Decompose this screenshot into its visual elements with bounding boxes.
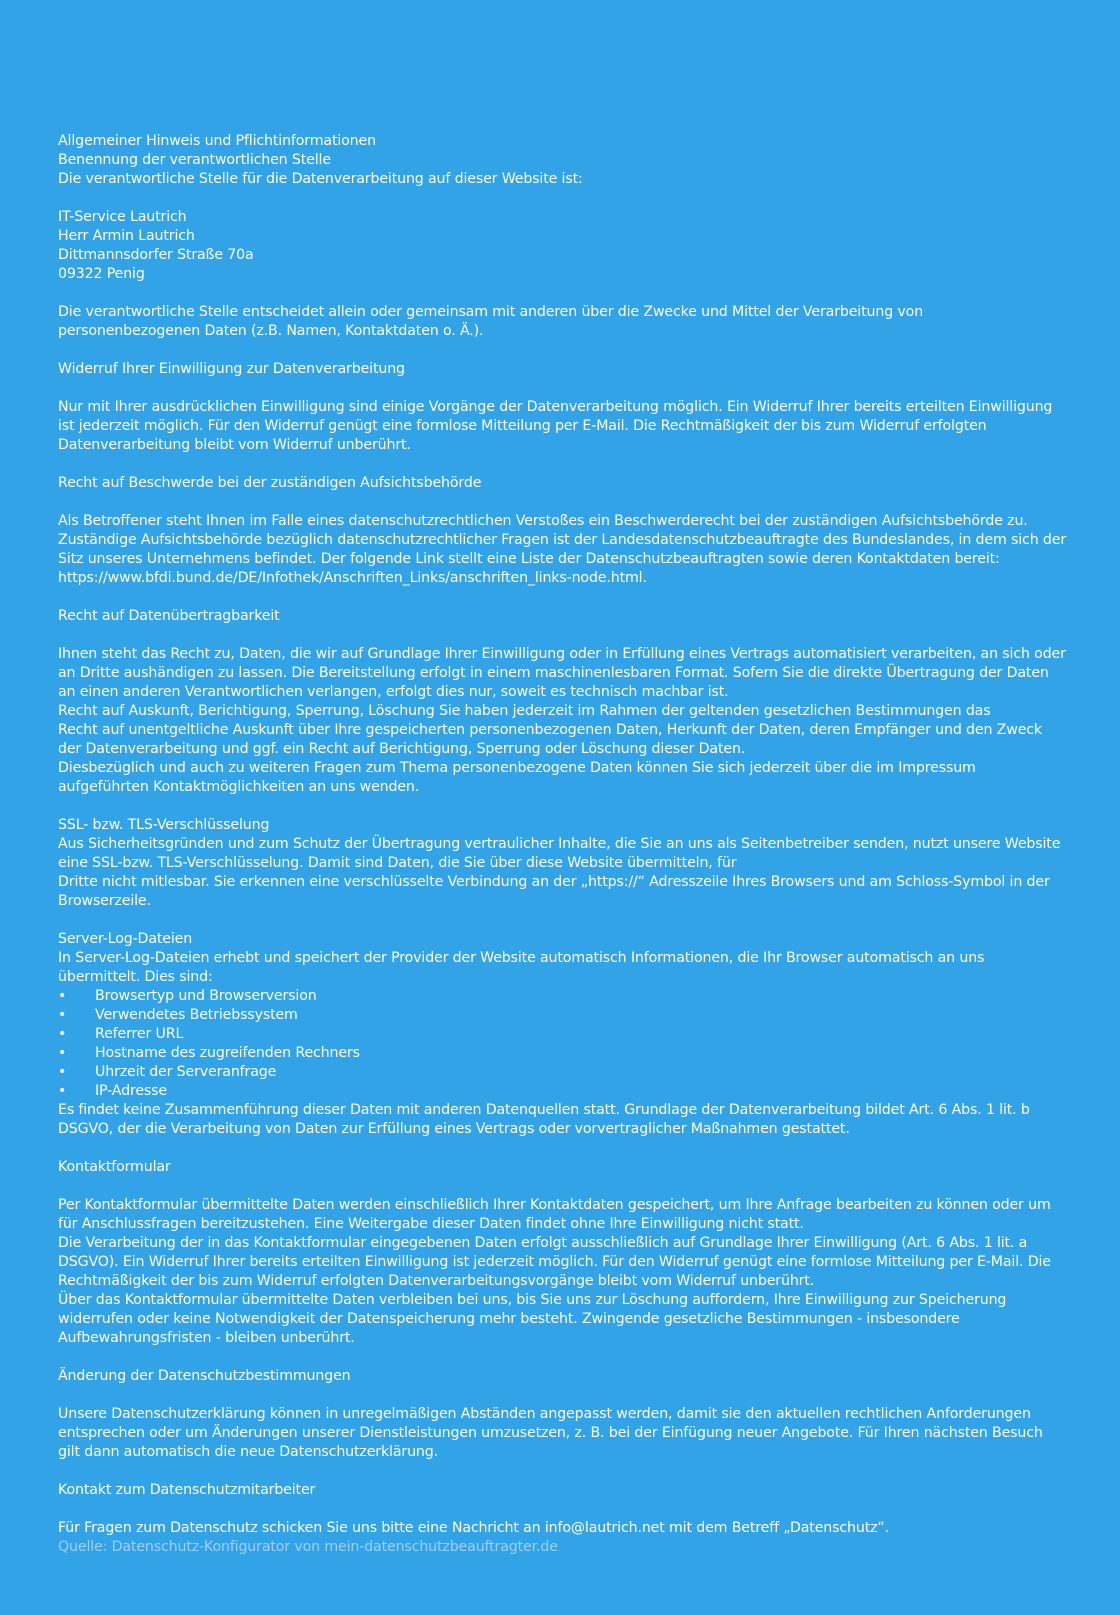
responsible-heading: Benennung der verantwortlichen Stelle [58, 152, 331, 168]
address-company: IT-Service Lautrich [58, 209, 187, 225]
list-item-label: Uhrzeit der Serveranfrage [95, 1064, 277, 1080]
dpo-heading: Kontakt zum Datenschutzmitarbeiter [58, 1482, 316, 1498]
spacer [58, 341, 1068, 360]
list-item [58, 1082, 1068, 1101]
complaint-heading: Recht auf Beschwerde bei der zuständigen Aufsichtsbehörde [58, 475, 482, 491]
spacer [58, 1177, 1068, 1196]
revocation-heading: Widerruf Ihrer Einwilligung zur Datenverarbeitung [58, 361, 405, 377]
dpo-text: Für Fragen zum Datenschutz schicken Sie uns bitte eine Nachricht an info@lautrich.net mit dem Betreff „Datenschutz“. [58, 1520, 889, 1536]
spacer [58, 1139, 1068, 1158]
list-item [58, 1006, 1068, 1025]
ssl-text-2: Dritte nicht mitlesbar. Sie erkennen eine verschlüsselte Verbindung an der „https://“ Adresszeile Ihres Browsers und am Schloss-Symbol in der Browserzeile. [58, 874, 1050, 909]
spacer [58, 1348, 1068, 1367]
bullet-icon: • [58, 1083, 67, 1099]
responsible-text: Die verantwortliche Stelle entscheidet allein oder gemeinsam mit anderen über die Zwecke und Mittel der Verarbeitung von personenbezogenen Daten (z.B. Namen, Kontaktdaten o. Ä.). [58, 304, 924, 339]
address-city: 09322 Penig [58, 266, 145, 282]
address-street: Dittmannsdorfer Straße 70a [58, 247, 254, 263]
complaint-link[interactable]: https://www.bfdi.bund.de/DE/Infothek/Anschriften_Links/anschriften_links-node.html. [58, 570, 647, 586]
logs-heading: Server-Log-Dateien [58, 931, 193, 947]
bullet-icon: • [58, 1026, 67, 1042]
address-block [58, 208, 1068, 284]
spacer [58, 189, 1068, 208]
address-person: Herr Armin Lautrich [58, 228, 195, 244]
contact-form-heading: Kontaktformular [58, 1159, 171, 1175]
list-item-label: Verwendetes Betriebssystem [95, 1007, 298, 1023]
spacer [58, 626, 1068, 645]
list-item-label: IP-Adresse [95, 1083, 167, 1099]
list-item [58, 987, 1068, 1006]
list-item-label: Hostname des zugreifenden Rechners [95, 1045, 360, 1061]
privacy-policy [58, 132, 1068, 1557]
list-item-label: Referrer URL [95, 1026, 184, 1042]
spacer [58, 284, 1068, 303]
revocation-text: Nur mit Ihrer ausdrücklichen Einwilligung sind einige Vorgänge der Datenverarbeitung möglich. Ein Widerruf Ihrer bereits erteilten Einwilligung ist jederzeit möglich. Für den Widerruf genügt eine formlose Mitteilung per E-Mail. Die Rechtmäßigkeit der bis zum Widerruf erfolgten Datenverarbeitung bleibt vom Widerruf unberührt. [58, 399, 1053, 453]
spacer [58, 455, 1068, 474]
bullet-icon: • [58, 1007, 67, 1023]
ssl-text: Aus Sicherheitsgründen und zum Schutz der Übertragung vertraulicher Inhalte, die Sie an uns als Seitenbetreiber senden, nutzt unsere Website eine SSL-bzw. TLS-Verschlüsselung. Damit sind Daten, die Sie über diese Website übermitteln, für [58, 836, 1061, 871]
list-item [58, 1063, 1068, 1082]
spacer [58, 911, 1068, 930]
complaint-text: Als Betroffener steht Ihnen im Falle eines datenschutzrechtlichen Verstoßes ein Beschwerderecht bei der zuständigen Aufsichtsbehörde zu. Zuständige Aufsichtsbehörde bezüglich datenschutzrechtlicher Fragen ist der Landesdatenschutzbeauftragte des Bundeslandes, in dem sich der Sitz unseres Unternehmens befindet. Der folgende Link stellt eine Liste der Datenschutzbeauftragten sowie deren Kontaktdaten bereit: [58, 513, 1067, 567]
ssl-heading: SSL- bzw. TLS-Verschlüsselung [58, 817, 270, 833]
list-item [58, 1044, 1068, 1063]
responsible-intro: Die verantwortliche Stelle für die Datenverarbeitung auf dieser Website ist: [58, 171, 583, 187]
general-heading: Allgemeiner Hinweis und Pflichtinformationen [58, 133, 376, 149]
info-rights-line: Recht auf Auskunft, Berichtigung, Sperrung, Löschung Sie haben jederzeit im Rahmen der geltenden gesetzlichen Bestimmungen das [58, 703, 991, 719]
info-rights-text: Recht auf unentgeltliche Auskunft über Ihre gespeicherten personenbezogenen Daten, Herkunft der Daten, deren Empfänger und den Zweck der Datenverarbeitung und ggf. ein Recht auf Berichtigung, Sperrung oder Löschung dieser Daten. [58, 722, 1042, 757]
list-item-label: Browsertyp und Browserversion [95, 988, 317, 1004]
spacer [58, 1462, 1068, 1481]
bullet-icon: • [58, 1064, 67, 1080]
logs-outro: Es findet keine Zusammenführung dieser Daten mit anderen Datenquellen statt. Grundlage der Datenverarbeitung bildet Art. 6 Abs. 1 lit. b DSGVO, der die Verarbeitung von Daten zur Erfüllung eines Vertrags oder vorvertraglicher Maßnahmen gestattet. [58, 1102, 1030, 1137]
spacer [58, 588, 1068, 607]
spacer [58, 797, 1068, 816]
bullet-icon: • [58, 1045, 67, 1061]
list-item [58, 1025, 1068, 1044]
log-items-list [58, 987, 1068, 1101]
contact-form-text-2: Die Verarbeitung der in das Kontaktformular eingegebenen Daten erfolgt ausschließlich auf Grundlage Ihrer Einwilligung (Art. 6 Abs. 1 lit. a DSGVO). Ein Widerruf Ihrer bereits erteilten Einwilligung ist jederzeit möglich. Für den Widerruf genügt eine formlose Mitteilung per E-Mail. Die Rechtmäßigkeit der bis zum Widerruf erfolgten Datenverarbeitungsvorgänge bleibt vom Widerruf unberührt. [58, 1235, 1051, 1289]
portability-text: Ihnen steht das Recht zu, Daten, die wir auf Grundlage Ihrer Einwilligung oder in Erfüllung eines Vertrags automatisiert verarbeiten, an sich oder an Dritte aushändigen zu lassen. Die Bereitstellung erfolgt in einem maschinenlesbaren Format. Sofern Sie die direkte Übertragung der Daten an einen anderen Verantwortlichen verlangen, erfolgt dies nur, soweit es technisch machbar ist. [58, 646, 1066, 700]
spacer [58, 1500, 1068, 1519]
contact-form-text-3: Über das Kontaktformular übermittelte Daten verbleiben bei uns, bis Sie uns zur Löschung auffordern, Ihre Einwilligung zur Speicherung widerrufen oder keine Notwendigkeit der Datenspeicherung mehr besteht. Zwingende gesetzliche Bestimmungen - insbesondere Aufbewahrungsfristen - bleiben unberührt. [58, 1292, 1007, 1346]
changes-text: Unsere Datenschutzerklärung können in unregelmäßigen Abständen angepasst werden, damit sie den aktuellen rechtlichen Anforderungen entsprechen oder um Änderungen unserer Dienstleistungen umzusetzen, z. B. bei der Einfügung neuer Angebote. Für Ihren nächsten Besuch gilt dann automatisch die neue Datenschutzerklärung. [58, 1406, 1043, 1460]
contact-hint-text: Diesbezüglich und auch zu weiteren Fragen zum Thema personenbezogene Daten können Sie sich jederzeit über die im Impressum aufgeführten Kontaktmöglichkeiten an uns wenden. [58, 760, 976, 795]
changes-heading: Änderung der Datenschutzbestimmungen [58, 1368, 351, 1384]
logs-intro: In Server-Log-Dateien erhebt und speichert der Provider der Website automatisch Informationen, die Ihr Browser automatisch an uns übermittelt. Dies sind: [58, 950, 985, 985]
spacer [58, 493, 1068, 512]
source-link[interactable]: Quelle: Datenschutz-Konfigurator von mein-datenschutzbeauftragter.de [58, 1539, 558, 1555]
portability-heading: Recht auf Datenübertragbarkeit [58, 608, 280, 624]
spacer [58, 379, 1068, 398]
bullet-icon: • [58, 988, 67, 1004]
spacer [58, 1386, 1068, 1405]
contact-form-text-1: Per Kontaktformular übermittelte Daten werden einschließlich Ihrer Kontaktdaten gespeichert, um Ihre Anfrage bearbeiten zu können oder um für Anschlussfragen bereitzustehen. Eine Weitergabe dieser Daten findet ohne Ihre Einwilligung nicht statt. [58, 1197, 1051, 1232]
